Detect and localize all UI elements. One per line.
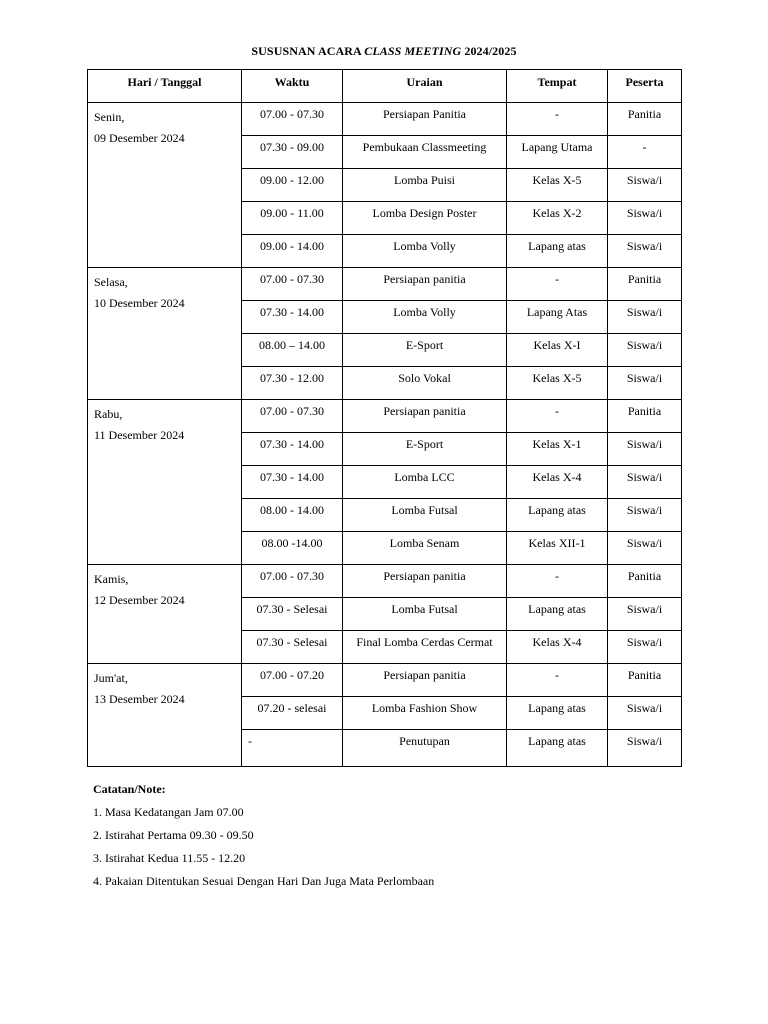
event-cell: Final Lomba Cerdas Cermat: [343, 631, 507, 664]
place-cell: Kelas X-4: [507, 466, 608, 499]
time-cell: -: [242, 730, 343, 767]
event-cell: Persiapan panitia: [343, 400, 507, 433]
day-cell: [88, 400, 242, 565]
note-item: 1. Masa Kedatangan Jam 07.00: [93, 805, 244, 819]
event-cell: Persiapan panitia: [343, 565, 507, 598]
participants-cell: Panitia: [608, 103, 682, 136]
participants-cell: Siswa/i: [608, 235, 682, 268]
time-cell: 07.30 - 12.00: [242, 367, 343, 400]
day-date: 11 Desember 2024: [94, 428, 185, 442]
title-text-italic: CLASS MEETING: [364, 44, 462, 58]
time-cell: 07.30 - 14.00: [242, 301, 343, 334]
place-cell: Lapang Atas: [507, 301, 608, 334]
place-cell: Lapang atas: [507, 235, 608, 268]
header-time: Waktu: [242, 70, 343, 103]
day-name: Jum'at,: [94, 671, 128, 685]
place-cell: Lapang atas: [507, 697, 608, 730]
place-cell: -: [507, 268, 608, 301]
day-name: Senin,: [94, 110, 125, 124]
event-cell: Solo Vokal: [343, 367, 507, 400]
place-cell: -: [507, 565, 608, 598]
event-cell: Lomba Fashion Show: [343, 697, 507, 730]
time-cell: 09.00 - 14.00: [242, 235, 343, 268]
day-date: 12 Desember 2024: [94, 593, 185, 607]
time-cell: 07.00 - 07.30: [242, 565, 343, 598]
time-cell: 07.30 - Selesai: [242, 631, 343, 664]
event-cell: Lomba Futsal: [343, 499, 507, 532]
participants-cell: Siswa/i: [608, 499, 682, 532]
event-cell: Persiapan panitia: [343, 268, 507, 301]
time-cell: 07.30 - 14.00: [242, 433, 343, 466]
table-row: [88, 103, 682, 136]
time-cell: 07.20 - selesai: [242, 697, 343, 730]
place-cell: Lapang Utama: [507, 136, 608, 169]
participants-cell: Siswa/i: [608, 202, 682, 235]
participants-cell: Siswa/i: [608, 367, 682, 400]
place-cell: -: [507, 664, 608, 697]
day-cell: [88, 103, 242, 268]
event-cell: Persiapan panitia: [343, 664, 507, 697]
note-item: 2. Istirahat Pertama 09.30 - 09.50: [93, 828, 254, 842]
place-cell: Kelas X-5: [507, 367, 608, 400]
place-cell: Lapang atas: [507, 598, 608, 631]
participants-cell: Siswa/i: [608, 169, 682, 202]
notes-section: [93, 782, 434, 897]
event-cell: Lomba Senam: [343, 532, 507, 565]
participants-cell: Siswa/i: [608, 631, 682, 664]
event-cell: Lomba LCC: [343, 466, 507, 499]
event-cell: Lomba Volly: [343, 235, 507, 268]
participants-cell: Siswa/i: [608, 532, 682, 565]
event-cell: Pembukaan Classmeeting: [343, 136, 507, 169]
participants-cell: Siswa/i: [608, 730, 682, 767]
participants-cell: Siswa/i: [608, 466, 682, 499]
header-day: Hari / Tanggal: [88, 70, 242, 103]
event-cell: Lomba Futsal: [343, 598, 507, 631]
place-cell: Kelas XII-1: [507, 532, 608, 565]
time-cell: 07.00 - 07.30: [242, 400, 343, 433]
day-cell: [88, 268, 242, 400]
schedule-body: [88, 103, 682, 767]
schedule-table: [87, 69, 682, 767]
event-cell: Persiapan Panitia: [343, 103, 507, 136]
time-cell: 07.00 - 07.20: [242, 664, 343, 697]
title-text-part3: 2024/2025: [461, 44, 517, 58]
day-name: Rabu,: [94, 407, 123, 421]
table-row: [88, 664, 682, 697]
event-cell: Lomba Puisi: [343, 169, 507, 202]
day-cell: [88, 565, 242, 664]
participants-cell: Panitia: [608, 400, 682, 433]
participants-cell: Siswa/i: [608, 334, 682, 367]
time-cell: 07.00 - 07.30: [242, 103, 343, 136]
document-title: [0, 44, 768, 59]
header-participants: Peserta: [608, 70, 682, 103]
day-name: Selasa,: [94, 275, 128, 289]
note-item: 3. Istirahat Kedua 11.55 - 12.20: [93, 851, 246, 865]
time-cell: 08.00 – 14.00: [242, 334, 343, 367]
time-cell: 09.00 - 11.00: [242, 202, 343, 235]
table-row: [88, 268, 682, 301]
event-cell: E-Sport: [343, 433, 507, 466]
place-cell: Kelas X-4: [507, 631, 608, 664]
event-cell: Penutupan: [343, 730, 507, 767]
participants-cell: Panitia: [608, 268, 682, 301]
place-cell: Kelas X-1: [507, 433, 608, 466]
note-item: 4. Pakaian Ditentukan Sesuai Dengan Hari Dan Juga Mata Perlombaan: [93, 874, 435, 888]
day-date: 13 Desember 2024: [94, 692, 185, 706]
time-cell: 07.00 - 07.30: [242, 268, 343, 301]
place-cell: Lapang atas: [507, 499, 608, 532]
day-name: Kamis,: [94, 572, 129, 586]
participants-cell: Siswa/i: [608, 433, 682, 466]
time-cell: 08.00 - 14.00: [242, 499, 343, 532]
time-cell: 07.30 - 14.00: [242, 466, 343, 499]
time-cell: 09.00 - 12.00: [242, 169, 343, 202]
table-header-row: [88, 70, 682, 103]
participants-cell: Panitia: [608, 565, 682, 598]
day-date: 10 Desember 2024: [94, 296, 185, 310]
place-cell: Kelas X-5: [507, 169, 608, 202]
day-cell: [88, 664, 242, 767]
title-text-part1: SUSUSNAN ACARA: [251, 44, 365, 58]
participants-cell: Siswa/i: [608, 301, 682, 334]
participants-cell: -: [608, 136, 682, 169]
participants-cell: Panitia: [608, 664, 682, 697]
participants-cell: Siswa/i: [608, 598, 682, 631]
participants-cell: Siswa/i: [608, 697, 682, 730]
event-cell: Lomba Volly: [343, 301, 507, 334]
table-row: [88, 400, 682, 433]
day-date: 09 Desember 2024: [94, 131, 185, 145]
event-cell: Lomba Design Poster: [343, 202, 507, 235]
header-event: Uraian: [343, 70, 507, 103]
place-cell: Kelas X-I: [507, 334, 608, 367]
time-cell: 08.00 -14.00: [242, 532, 343, 565]
place-cell: -: [507, 103, 608, 136]
table-row: [88, 565, 682, 598]
event-cell: E-Sport: [343, 334, 507, 367]
time-cell: 07.30 - Selesai: [242, 598, 343, 631]
header-place: Tempat: [507, 70, 608, 103]
notes-heading: Catatan/Note:: [93, 782, 166, 796]
place-cell: -: [507, 400, 608, 433]
place-cell: Lapang atas: [507, 730, 608, 767]
place-cell: Kelas X-2: [507, 202, 608, 235]
time-cell: 07.30 - 09.00: [242, 136, 343, 169]
